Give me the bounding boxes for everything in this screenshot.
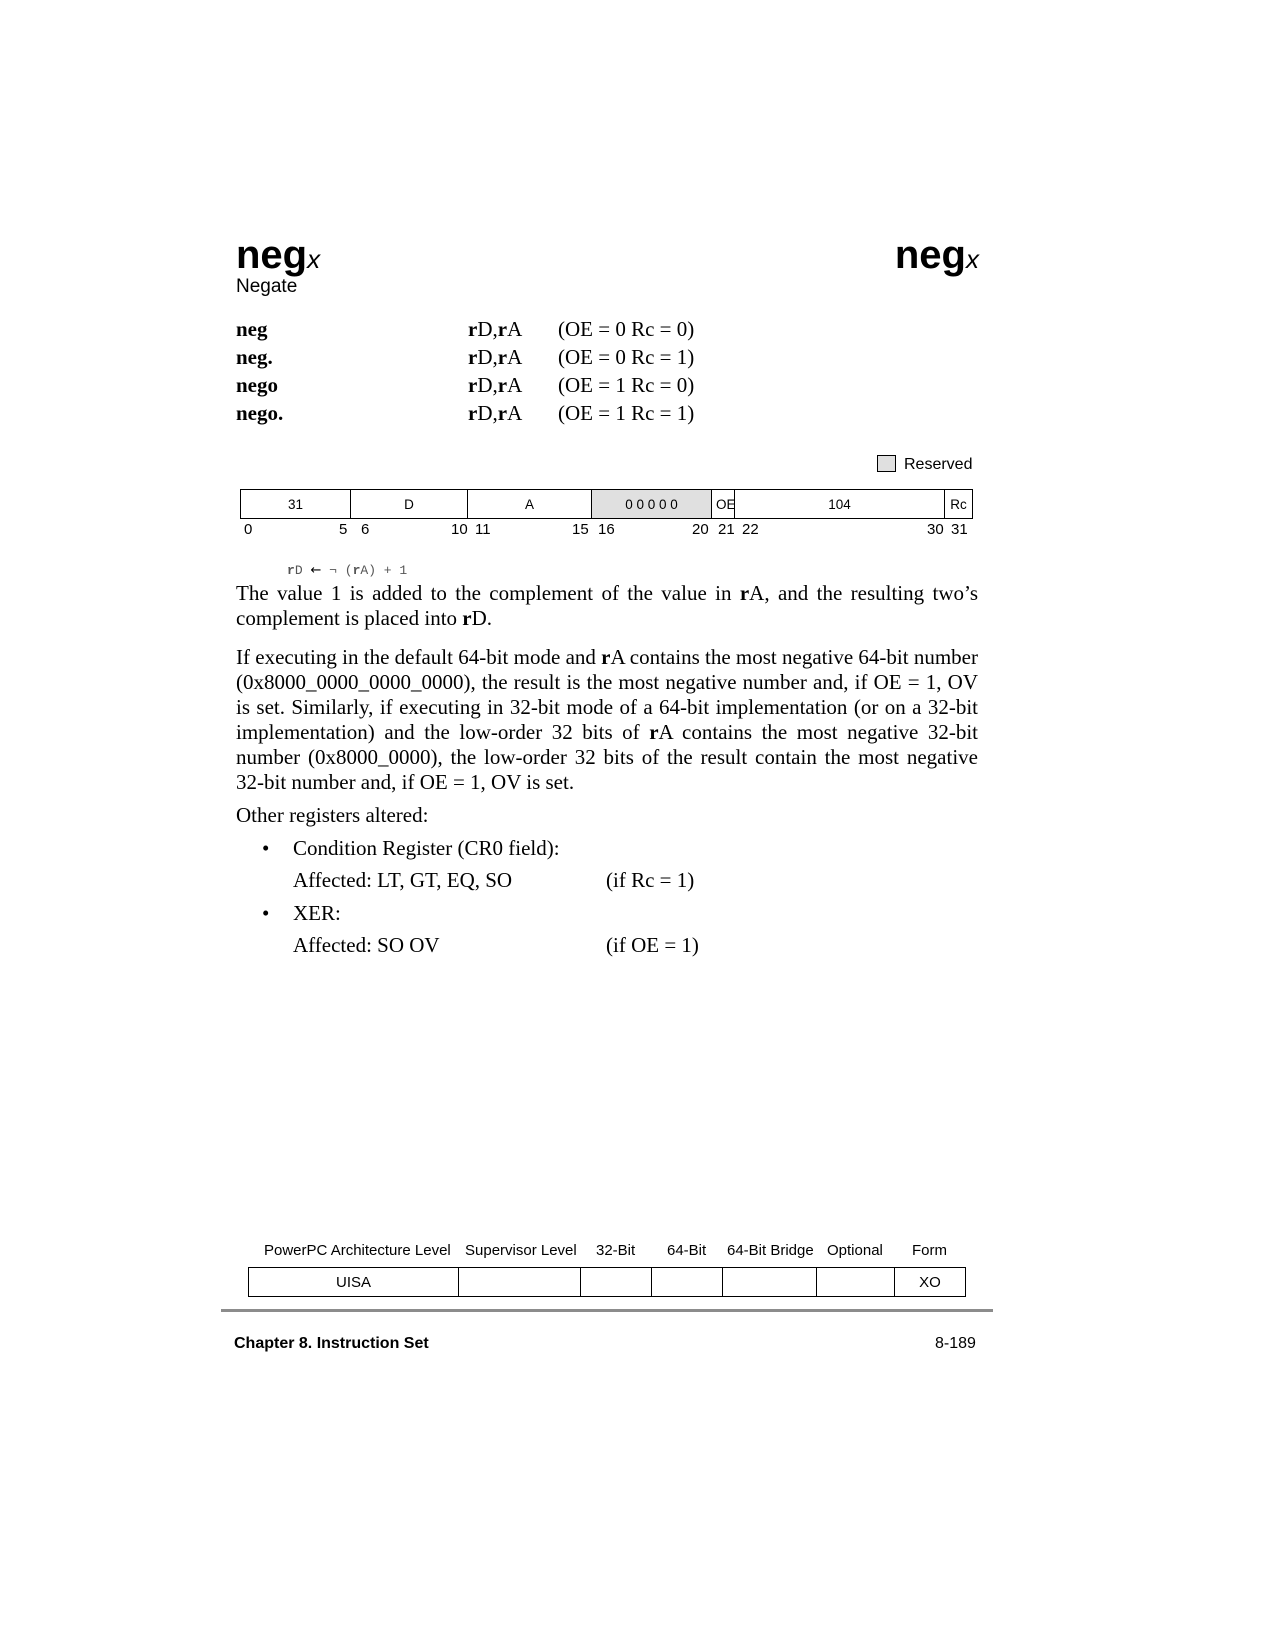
table-cell (458, 1268, 580, 1296)
footer-divider (221, 1309, 993, 1312)
syntax-row (236, 343, 736, 371)
syntax-operands: rD,rA (468, 345, 523, 369)
table-row (248, 1267, 966, 1297)
syntax-mnemonic: neg. (236, 345, 273, 369)
register-affected: Affected: SO OV (293, 933, 440, 957)
syntax-mnemonic: nego (236, 373, 278, 397)
bit-label: 15 (572, 521, 589, 538)
reserved-swatch-icon (877, 455, 896, 472)
table-cell: UISA (335, 1273, 371, 1291)
bit-label: 5 (339, 521, 348, 538)
syntax-operands: rD,rA (468, 317, 523, 341)
table-header: Optional (827, 1242, 883, 1259)
bit-label: 30 (927, 521, 944, 538)
register-name: Condition Register (CR0 field): (293, 836, 560, 860)
table-cell: XO (894, 1268, 965, 1296)
table-cell (722, 1268, 816, 1296)
syntax-mnemonic: neg (236, 317, 268, 341)
bit-label: 31 (951, 521, 968, 538)
table-header: 64-Bit (667, 1242, 707, 1259)
bullet-icon: • (262, 836, 270, 860)
syntax-condition: (OE = 0 Rc = 1) (558, 345, 695, 369)
field-rc: Rc (944, 490, 972, 518)
syntax-list (236, 315, 736, 427)
table-header: Supervisor Level (465, 1242, 577, 1259)
bit-label: 20 (692, 521, 709, 538)
field-oe: OE (711, 490, 734, 518)
table-cell (580, 1268, 651, 1296)
syntax-mnemonic: nego. (236, 401, 284, 425)
syntax-operands: rD,rA (468, 373, 523, 397)
register-affected: Affected: LT, GT, EQ, SO (293, 868, 513, 892)
field-rd: D (350, 490, 467, 518)
chapter-label: Chapter 8. Instruction Set (234, 1335, 429, 1352)
register-name: XER: (293, 901, 341, 925)
bit-label: 0 (244, 521, 253, 538)
field-ra: A (467, 490, 591, 518)
operation-pseudocode: rD ← ¬ (rA) + 1 (287, 563, 408, 578)
bit-label: 11 (475, 521, 491, 538)
table-cell (651, 1268, 722, 1296)
bit-label: 21 (718, 521, 735, 538)
bit-positions (0, 521, 1275, 541)
syntax-condition: (OE = 1 Rc = 1) (558, 401, 695, 425)
bit-label: 6 (361, 521, 370, 538)
bit-label: 22 (742, 521, 759, 538)
syntax-row (236, 399, 736, 427)
description-paragraph-2: If executing in the default 64-bit mode and rA contains the most negative 64-bit number (0x8000_0000_0000_0000), the result is the most negative number and, if OE = 1, OV is set. Similarly, if executing in 32-bit mode of a 64-bit implementation (or on a 32-bit implementation) and the low-order 32 bits of rA contains the most negative 32-bit number (0x8000_0000), the low-order 32 bits of the result contain the most negative 32-bit number and, if OE = 1, OV is set. (236, 645, 978, 794)
table-header: PowerPC Architecture Level (264, 1242, 451, 1259)
registers-intro: Other registers altered: (236, 803, 429, 827)
table-header: 64-Bit Bridge (727, 1242, 814, 1259)
field-opcode: 31 (287, 496, 304, 512)
bullet-icon: • (262, 901, 270, 925)
instruction-encoding (240, 489, 973, 519)
instruction-description: Negate (236, 276, 298, 297)
table-cell (816, 1268, 894, 1296)
table-header: Form (912, 1242, 947, 1259)
syntax-condition: (OE = 1 Rc = 0) (558, 373, 695, 397)
page-title-left: negx (236, 233, 321, 277)
page-title-right: negx (894, 233, 979, 277)
syntax-operands: rD,rA (468, 401, 523, 425)
description-paragraph-1: The value 1 is added to the complement of the value in rA, and the resulting two’s complement is placed into rD. (236, 581, 978, 630)
bit-label: 16 (598, 521, 615, 538)
field-xo: 104 (734, 490, 944, 518)
reserved-legend (877, 455, 972, 474)
bit-label: 10 (451, 521, 468, 538)
syntax-row (236, 371, 736, 399)
register-condition: (if Rc = 1) (606, 868, 695, 892)
syntax-row (236, 315, 736, 343)
field-reserved: 0 0 0 0 0 (591, 490, 711, 518)
register-condition: (if OE = 1) (606, 933, 699, 957)
syntax-condition: (OE = 0 Rc = 0) (558, 317, 695, 341)
page-number: 8-189 (935, 1335, 976, 1352)
reserved-label: Reserved (904, 456, 973, 473)
table-header: 32-Bit (596, 1242, 636, 1259)
